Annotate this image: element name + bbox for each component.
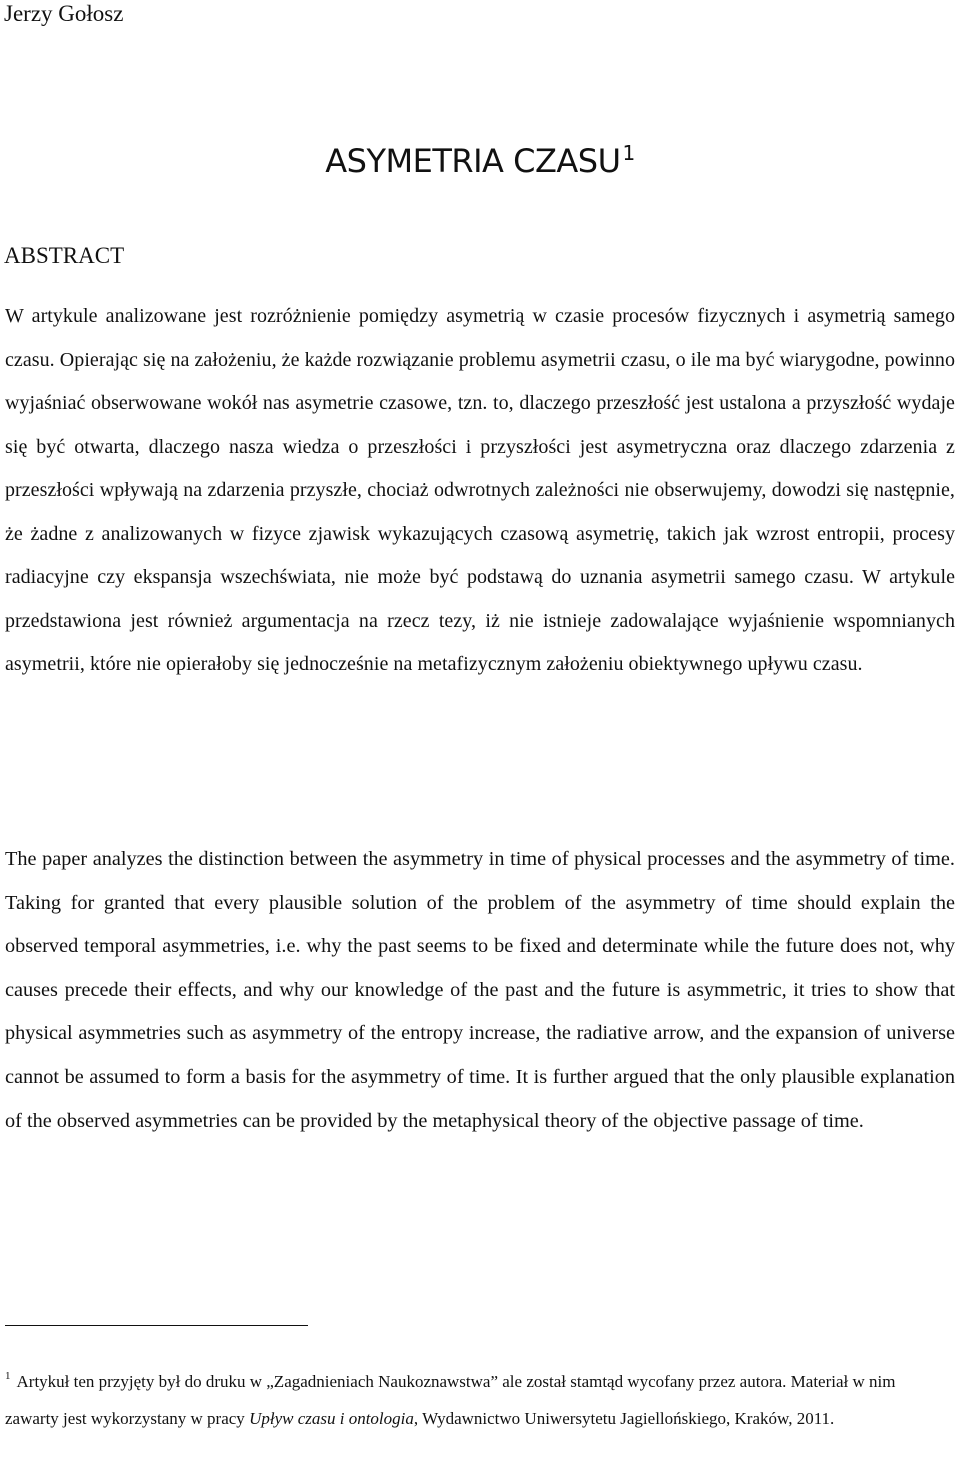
title-footnote-marker[interactable]: 1 [622, 141, 635, 165]
abstract-polish: W artykule analizowane jest rozróżnienie pomiędzy asymetrią w czasie procesów fizycznych i asymetrią samego czasu. Opierając się na założeniu, że każde rozwiązanie problemu asymetrii czasu, o ile ma być wiarygodne, powinno wyjaśniać obserwowane wokół nas asymetrie czasowe, tzn. to, dlaczego przeszłość jest ustalona a przyszłość wydaje się być otwarta, dlaczego nasza wiedza o przeszłości i przyszłości jest asymetryczna oraz dlaczego zdarzenia z przeszłości wpływają na zdarzenia przyszłe, chociaż odwrotnych zależności nie obserwujemy, dowodzi się następnie, że żadne z analizowanych w fizyce zjawisk wykazujących czasową asymetrię, takich jak wzrost entropii, procesy radiacyjne czy ekspansja wszechświata, nie może być podstawą do uznania asymetrii samego czasu. W artykule przedstawiona jest również argumentacja na rzecz tezy, iż nie istnieje zadowalające wyjaśnienie wspomnianych asymetrii, które nie opierałoby się jednocześnie na metafizycznym założeniu obiektywnego upływu czasu. [5, 305, 955, 675]
footnote-marker: 1 [5, 1370, 11, 1382]
footnote-book-title: Upływ czasu i ontologia [249, 1409, 414, 1428]
footnote-text-before: Artykuł ten przyjęty był do druku w „Zagadnieniach Naukoznawstwa” ale został stamtąd wycofany przez autora. Materiał w nim zawarty jest wykorzystany w pracy [5, 1372, 896, 1428]
footnote-text-after: , Wydawnictwo Uniwersytetu Jagiellońskiego, Kraków, 2011. [413, 1409, 835, 1428]
page-title [0, 132, 960, 182]
abstract-english: The paper analyzes the distinction between the asymmetry in time of physical processes and the asymmetry of time. Taking for granted that every plausible solution of the problem of the asymmetry of time should explain the observed temporal asymmetries, i.e. why the past seems to be fixed and determinate while the future does not, why causes precede their effects, and why our knowledge of the past and the future is asymmetric, it tries to show that physical asymmetries such as asymmetry of the entropy increase, the radiative arrow, and the expansion of universe cannot be assumed to form a basis for the asymmetry of time. It is further argued that the only plausible explanation of the observed asymmetries can be provided by the metaphysical theory of the objective passage of time. [5, 848, 955, 1132]
abstract-heading: ABSTRACT [4, 243, 125, 268]
title-text: ASYMETRIA CZASU [325, 142, 621, 180]
footnote-separator [5, 1325, 308, 1326]
author-name: Jerzy Gołosz [4, 1, 124, 26]
footnote [5, 1358, 945, 1437]
